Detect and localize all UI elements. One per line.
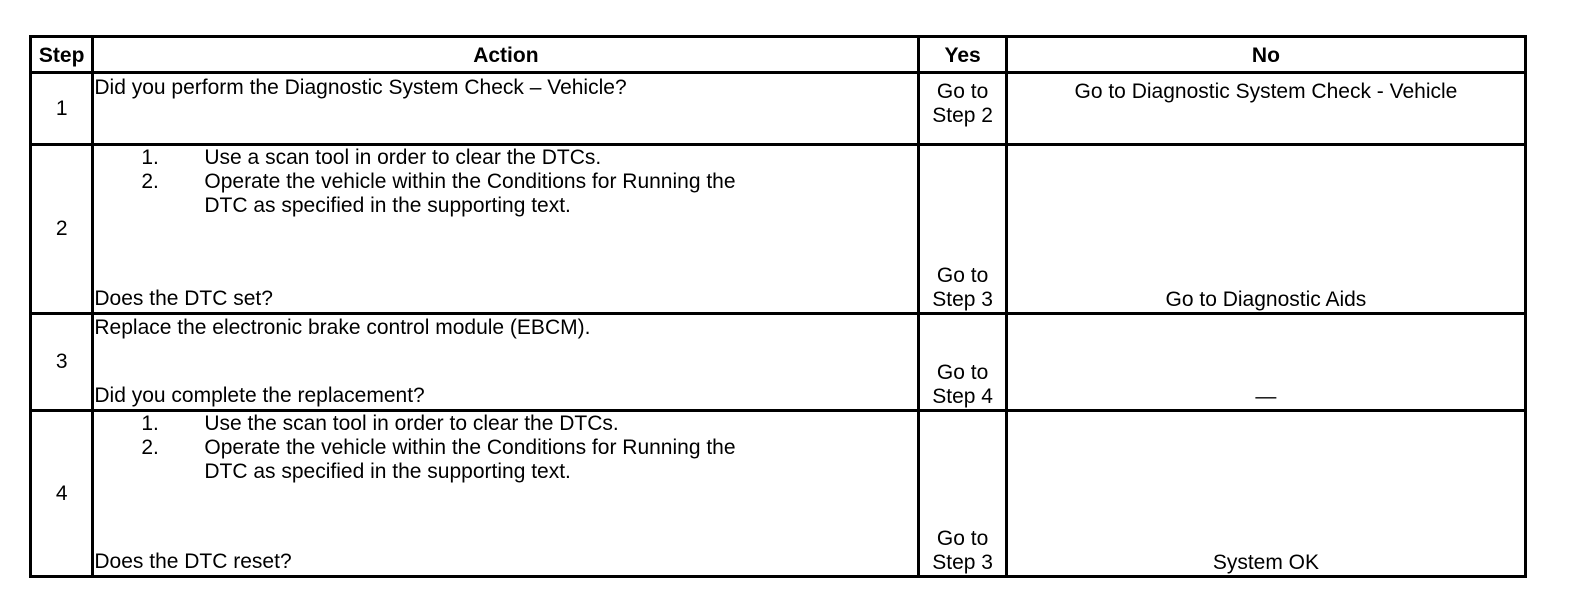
header-no: No	[1006, 37, 1525, 73]
list-item	[94, 412, 917, 436]
list-item-number: 1.	[141, 412, 159, 435]
list-item-text: DTC as specified in the supporting text.	[204, 460, 571, 483]
list-item-text: DTC as specified in the supporting text.	[204, 194, 571, 217]
no-cell	[1006, 145, 1525, 314]
yes-line-1: Go to	[936, 361, 989, 384]
table-row	[31, 145, 1526, 314]
yes-line-2: Step 3	[932, 551, 993, 574]
header-step: Step	[31, 37, 93, 73]
yes-line-2: Step 4	[932, 385, 993, 408]
action-question: Does the DTC reset?	[94, 550, 292, 573]
no-cell	[1006, 73, 1525, 145]
action-question: Did you complete the replacement?	[94, 384, 425, 407]
list-item-number: 1.	[141, 146, 159, 169]
action-steps-list	[94, 146, 917, 218]
no-text: System OK	[1212, 551, 1320, 574]
action-cell	[93, 145, 919, 314]
table-row	[31, 411, 1526, 577]
list-item	[94, 146, 917, 170]
yes-cell	[919, 314, 1007, 411]
list-item-text: Use the scan tool in order to clear the DTCs.	[204, 412, 619, 435]
action-question: Does the DTC set?	[94, 287, 273, 310]
table-row	[31, 314, 1526, 411]
no-text: Go to Diagnostic Aids	[1165, 288, 1367, 311]
yes-line-1: Go to	[936, 527, 989, 550]
list-item	[94, 436, 917, 484]
yes-line-2: Step 2	[932, 104, 993, 127]
list-item-text: Operate the vehicle within the Conditions for Running the	[204, 436, 736, 459]
yes-line-1: Go to	[936, 80, 989, 103]
header-action: Action	[93, 37, 919, 73]
list-item-number: 2.	[141, 436, 159, 459]
step-number: 3	[31, 314, 93, 411]
yes-cell	[919, 73, 1007, 145]
no-text: Go to Diagnostic System Check - Vehicle	[1074, 80, 1458, 103]
list-item-text: Operate the vehicle within the Conditions for Running the	[204, 170, 736, 193]
no-cell	[1006, 314, 1525, 411]
action-cell	[93, 314, 919, 411]
action-cell	[93, 73, 919, 145]
yes-line-2: Step 3	[932, 288, 993, 311]
yes-line-1: Go to	[936, 264, 989, 287]
table-row	[31, 73, 1526, 145]
action-cell	[93, 411, 919, 577]
no-cell	[1006, 411, 1525, 577]
list-item	[94, 170, 917, 218]
step-number: 4	[31, 411, 93, 577]
yes-cell	[919, 411, 1007, 577]
yes-cell	[919, 145, 1007, 314]
list-item-number: 2.	[141, 170, 159, 193]
no-text: —	[1255, 385, 1277, 408]
step-number: 2	[31, 145, 93, 314]
step-number: 1	[31, 73, 93, 145]
table-header-row	[31, 37, 1526, 73]
list-item-text: Use a scan tool in order to clear the DTCs.	[204, 146, 602, 169]
action-steps-list	[94, 412, 917, 484]
diagnostic-table	[29, 35, 1527, 578]
action-text: Replace the electronic brake control module (EBCM).	[94, 316, 591, 339]
action-text: Did you perform the Diagnostic System Check – Vehicle?	[94, 76, 627, 99]
header-yes: Yes	[919, 37, 1007, 73]
